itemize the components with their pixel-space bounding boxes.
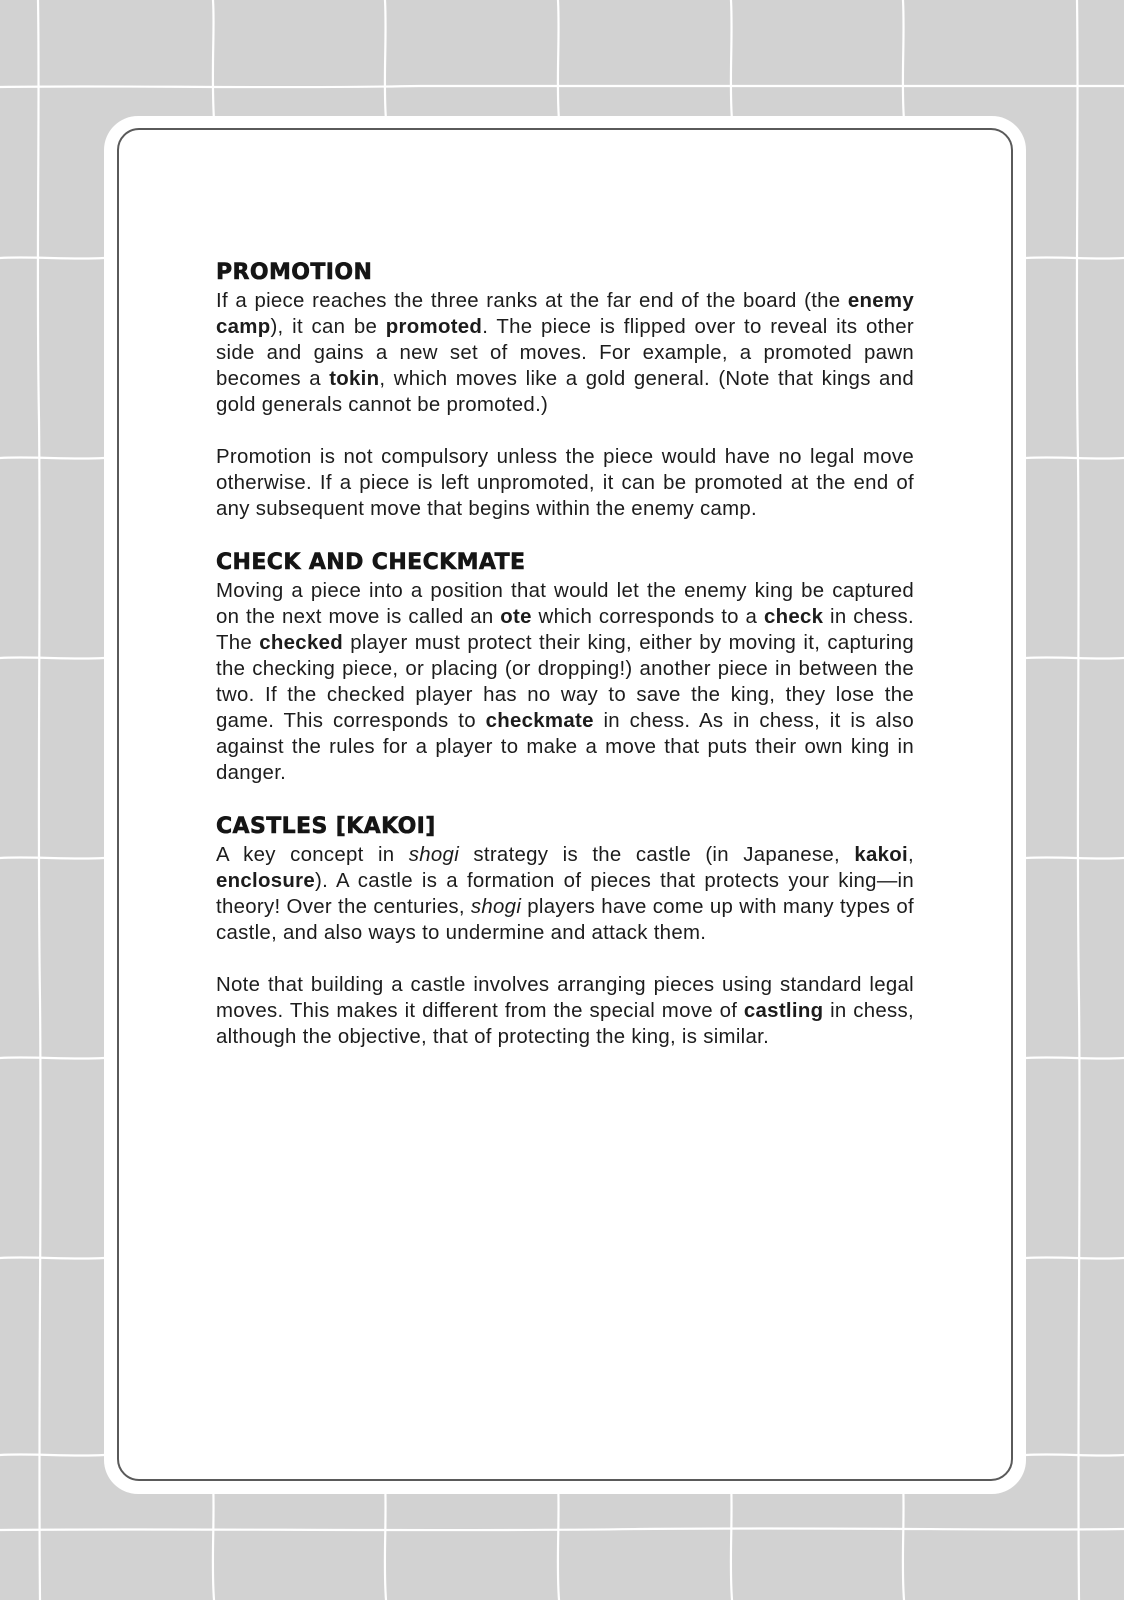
text-run: Moving a piece into a position that would let the enemy king be captured on the next move is called an <box>216 580 914 628</box>
paragraph <box>216 972 914 1050</box>
text-run: players have come up with many types of castle, and also ways to undermine and attack them. <box>216 896 914 944</box>
text-run: Promotion is not compulsory unless the piece would have no legal move otherwise. If a piece is left unpromoted, it can be promoted at the end of any subsequent move that begins within the enemy camp. <box>216 446 914 520</box>
text-run: in chess. The <box>216 606 914 654</box>
text-run: player must protect their king, either by moving it, capturing the checking piece, or placing (or dropping!) another piece in between the two. If the checked player has no way to save the king, they lose the game. This corresponds to <box>216 632 914 732</box>
section-promotion <box>216 258 914 522</box>
paragraph <box>216 444 914 522</box>
text-run: If a piece reaches the three ranks at the far end of the board (the <box>216 290 848 312</box>
section-heading: CASTLES [KAKOI] <box>216 814 436 839</box>
bold-term: enemy camp <box>216 290 914 338</box>
section-castles <box>216 812 914 1050</box>
bold-term: checked <box>259 632 343 654</box>
text-run: which corresponds to a <box>531 606 764 628</box>
italic-term: shogi <box>470 896 522 918</box>
text-run: Note that building a castle involves arranging pieces using standard legal moves. This makes it different from the special move of <box>216 974 914 1022</box>
section-check-and-checkmate <box>216 548 914 786</box>
italic-term: shogi <box>408 844 460 866</box>
text-run: in chess. As in chess, it is also against the rules for a player to make a move that puts their own king in danger. <box>216 710 915 784</box>
bold-term: ote <box>500 606 532 628</box>
bold-term: check <box>763 606 824 628</box>
paragraph <box>216 842 914 946</box>
paragraph <box>216 288 914 418</box>
bold-term: enclosure <box>216 870 316 892</box>
text-run: ), it can be <box>270 316 386 338</box>
section-heading: PROMOTION <box>216 260 373 285</box>
bold-term: castling <box>743 1000 824 1022</box>
text-run: ). A castle is a formation of pieces that protects your king—in theory! Over the centuries, <box>216 870 914 918</box>
content-column <box>216 258 914 1050</box>
text-run: , which moves like a gold general. (Note that kings and gold generals cannot be promoted.) <box>216 368 914 416</box>
text-run: strategy is the castle (in Japanese, <box>459 844 855 866</box>
text-run: , <box>908 844 914 866</box>
text-run: . The piece is flipped over to reveal its other side and gains a new set of moves. For example, a promoted pawn becomes a <box>216 316 914 390</box>
paragraph <box>216 578 914 786</box>
bold-term: kakoi <box>854 844 909 866</box>
section-heading: CHECK AND CHECKMATE <box>216 550 526 575</box>
text-run: in chess, although the objective, that of protecting the king, is similar. <box>216 1000 914 1048</box>
text-run: A key concept in <box>216 844 409 866</box>
bold-term: tokin <box>329 368 380 390</box>
bold-term: promoted <box>385 316 483 338</box>
bold-term: checkmate <box>485 710 594 732</box>
